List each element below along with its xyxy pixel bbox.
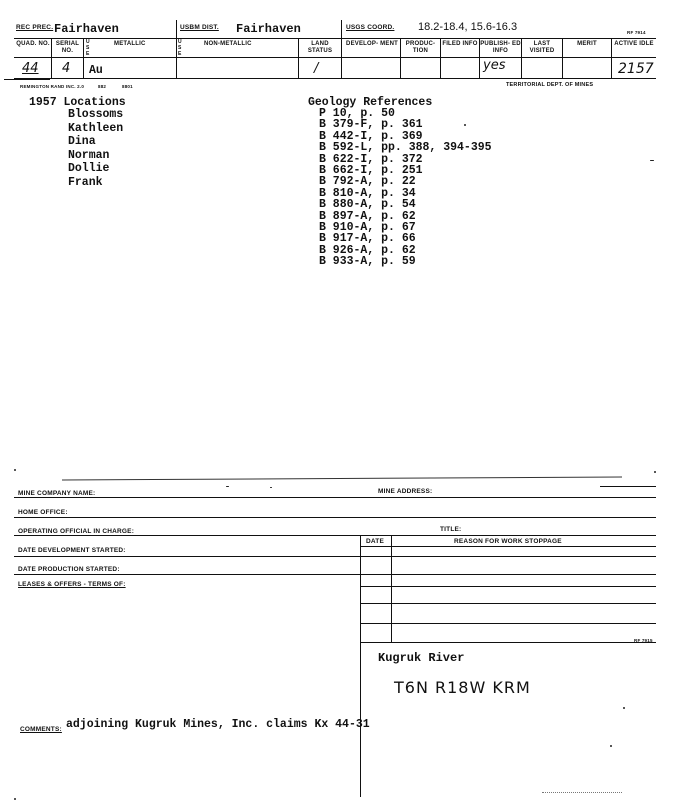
- reason-column-header: REASON FOR WORK STOPPAGE: [454, 538, 562, 545]
- form-number-bottom: RF 7915: [634, 638, 653, 643]
- comments-label: COMMENTS:: [20, 726, 62, 733]
- land-status-value: /: [314, 61, 319, 76]
- usbm-dist-value: Fairhaven: [236, 22, 301, 36]
- geology-reference: B 442-I, p. 369: [319, 129, 423, 143]
- merit-header: MERIT: [577, 41, 597, 47]
- location-item: Norman: [68, 148, 110, 162]
- geology-reference: B 933-A, p. 59: [319, 255, 416, 269]
- geology-reference: P 10, p. 50: [319, 107, 395, 120]
- nonmetallic-header: NON-METALLIC: [204, 41, 252, 47]
- geology-reference: B 880-A, p. 54: [319, 198, 416, 212]
- geology-reference: B 910-A, p. 67: [319, 221, 416, 235]
- geology-title: Geology References: [308, 96, 433, 109]
- published-info-header: PUBLISH- ED INFO: [480, 41, 521, 54]
- geology-reference: B 379-F, p. 361: [319, 118, 423, 132]
- quad-no-header: QUAD. NO.: [16, 41, 50, 47]
- land-status-header: LAND STATUS: [307, 41, 333, 54]
- active-idle-header: ACTIVE IDLE: [614, 41, 654, 47]
- location-item: Dina: [68, 135, 96, 149]
- geology-reference: B 792-A, p. 22: [319, 175, 416, 189]
- home-office-label: HOME OFFICE:: [18, 509, 68, 516]
- date-column-header: DATE: [366, 538, 385, 545]
- geology-reference: B 662-I, p. 251: [319, 164, 423, 178]
- locations-title: 1957 Locations: [29, 96, 126, 109]
- tear-line: [62, 477, 622, 481]
- active-idle-value: 2157: [618, 61, 654, 77]
- leases-offers-label: LEASES & OFFERS - TERMS OF:: [18, 581, 126, 588]
- printer-mark: REMINGTON RAND INC. 2.0: [20, 84, 85, 89]
- locations-list: [68, 108, 123, 190]
- location-item: Frank: [68, 175, 103, 189]
- last-visited-header: LAST VISITED: [529, 41, 555, 54]
- location-item: Kathleen: [68, 121, 124, 135]
- location-name: Kugruk River: [378, 651, 465, 665]
- geology-reference: B 810-A, p. 34: [319, 186, 416, 200]
- comments-value: adjoining Kugruk Mines, Inc. claims Kx 44-31: [66, 718, 370, 731]
- rec-prec-label: REC PREC.: [16, 24, 54, 31]
- serial-no-value: 4: [62, 61, 71, 76]
- usgs-coord-label: USGS COORD.: [346, 24, 395, 31]
- geology-list: [319, 108, 492, 268]
- printer-code-a: 882: [98, 84, 107, 89]
- metallic-value: Au: [89, 64, 103, 77]
- serial-no-header: SERIAL NO.: [55, 41, 80, 54]
- location-item: Blossoms: [68, 108, 124, 121]
- nonmetallic-use-letters: U S E: [178, 39, 182, 57]
- published-info-value: yes: [483, 58, 506, 73]
- usbm-dist-label: USBM DIST.: [180, 24, 219, 31]
- quad-no-value: 44: [22, 61, 39, 76]
- date-production-label: DATE PRODUCTION STARTED:: [18, 566, 120, 573]
- location-item: Dollie: [68, 162, 110, 176]
- form-number-top: RF 7914: [627, 30, 646, 35]
- development-header: DEVELOP- MENT: [346, 41, 398, 47]
- date-development-label: DATE DEVELOPMENT STARTED:: [18, 547, 126, 554]
- metallic-use-letters: U S E: [86, 39, 90, 57]
- department-label: TERRITORIAL DEPT. OF MINES: [506, 82, 594, 88]
- printer-code-b: 8801: [122, 84, 133, 89]
- rec-prec-value: Fairhaven: [54, 22, 119, 36]
- mine-address-label: MINE ADDRESS:: [378, 488, 433, 495]
- title-label: TITLE:: [440, 526, 462, 533]
- township-range: T6N R18W KRM: [394, 678, 531, 697]
- geology-reference: B 926-A, p. 62: [319, 243, 416, 257]
- geology-reference: B 917-A, p. 66: [319, 232, 416, 246]
- geology-reference: B 622-I, p. 372: [319, 152, 423, 166]
- geology-reference: B 592-L, pp. 388, 394-395: [319, 141, 492, 155]
- operating-official-label: OPERATING OFFICIAL IN CHARGE:: [18, 528, 135, 535]
- geology-reference: B 897-A, p. 62: [319, 209, 416, 223]
- metallic-header: METALLIC: [114, 41, 146, 47]
- filed-info-header: FILED INFO: [442, 41, 478, 47]
- production-header: PRODUC- TION: [405, 41, 436, 54]
- mine-company-name-label: MINE COMPANY NAME:: [18, 490, 96, 497]
- usgs-coord-value: 18.2-18.4, 15.6-16.3: [418, 21, 518, 33]
